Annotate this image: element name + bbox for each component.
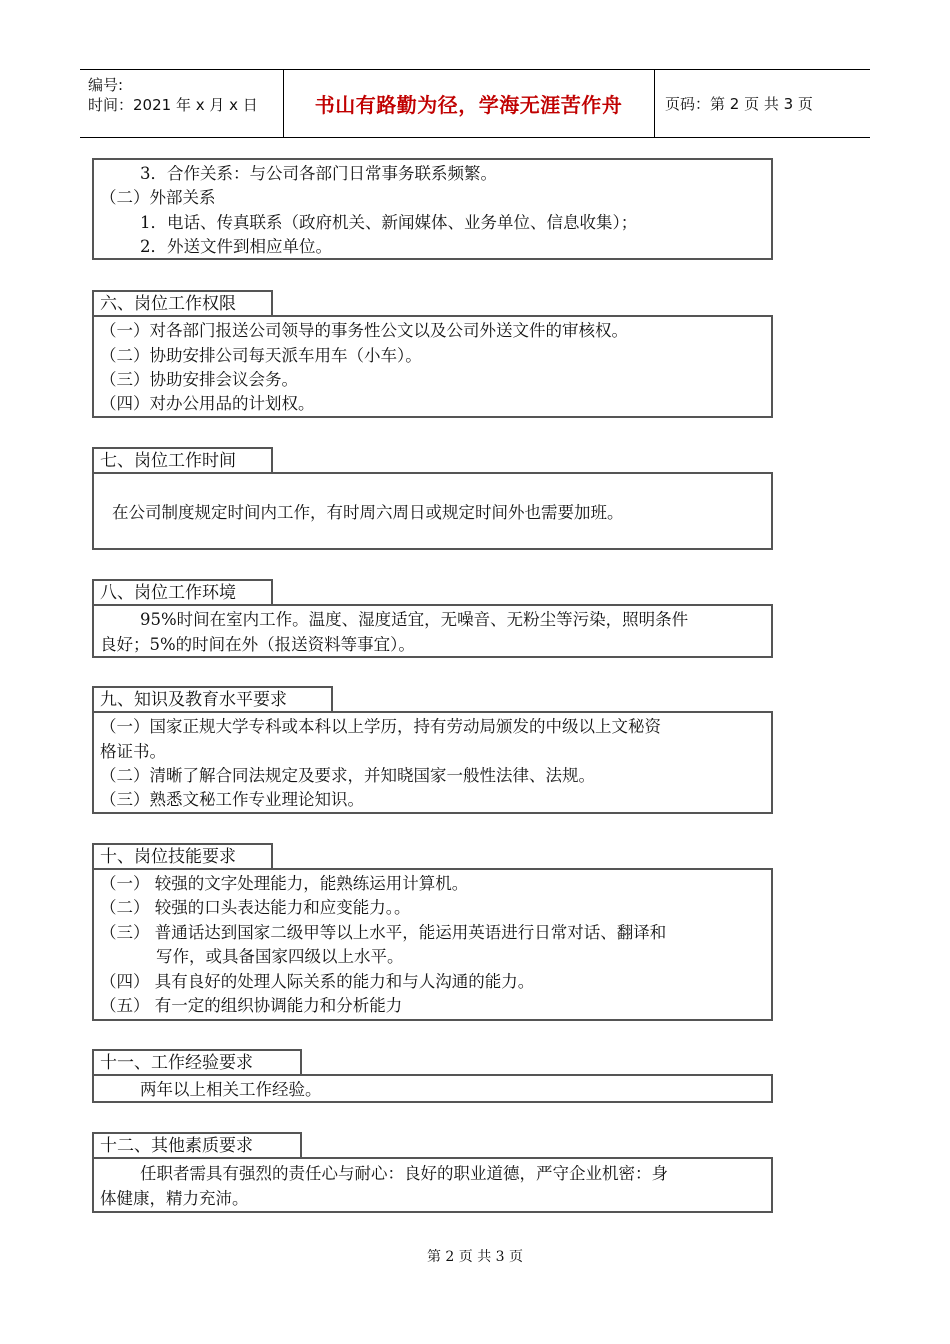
text-line: （三） 普通话达到国家二级甲等以上水平，能运用英语进行日常对话、翻译和 <box>100 923 667 942</box>
page-header <box>80 69 870 138</box>
text-line: 95%时间在室内工作。温度、湿度适宜，无噪音、无粉尘等污染，照明条件 <box>140 610 689 629</box>
text-line: （五） 有一定的组织协调能力和分析能力 <box>100 996 403 1015</box>
text-line: （一）国家正规大学专科或本科以上学历，持有劳动局颁发的中级以上文秘资 <box>100 717 661 736</box>
section-title: 七、岗位工作时间 <box>92 447 273 472</box>
text-line: 在公司制度规定时间内工作，有时周六周日或规定时间外也需要加班。 <box>112 503 624 522</box>
header-motto-cell <box>283 70 655 137</box>
text-line: （三）协助安排会议会务。 <box>100 370 298 389</box>
section-skills-box <box>92 868 773 1021</box>
text-line: 两年以上相关工作经验。 <box>140 1080 322 1099</box>
text-line: （三）熟悉文秘工作专业理论知识。 <box>100 790 364 809</box>
section-environment-box <box>92 604 773 658</box>
text-line: 良好；5%的时间在外（报送资料等事宜）。 <box>100 635 415 654</box>
text-line: 任职者需具有强烈的责任心与耐心：良好的职业道德，严守企业机密：身 <box>140 1164 668 1183</box>
document-time-label: 时间：2021 年 x 月 x 日 <box>88 96 258 114</box>
section-experience-box <box>92 1074 773 1103</box>
text-line: 写作，或具备国家四级以上水平。 <box>156 947 404 966</box>
section-education-box <box>92 711 773 814</box>
section-title: 六、岗位工作权限 <box>92 290 273 315</box>
text-line: （二） 较强的口头表达能力和应变能力。。 <box>100 898 411 917</box>
header-page-cell <box>655 70 870 137</box>
page-footer: 第 2 页 共 3 页 <box>426 1249 524 1265</box>
section-title: 八、岗位工作环境 <box>92 579 273 604</box>
section-title: 九、知识及教育水平要求 <box>92 686 333 711</box>
text-line: （一） 较强的文字处理能力，能熟练运用计算机。 <box>100 874 469 893</box>
text-line: （四） 具有良好的处理人际关系的能力和与人沟通的能力。 <box>100 972 535 991</box>
text-line: （二）清晰了解合同法规定及要求，并知晓国家一般性法律、法规。 <box>100 766 595 785</box>
header-motto: 书山有路勤为径，学海无涯苦作舟 <box>314 93 623 117</box>
section-worktime-box <box>92 472 773 550</box>
section-authority-box <box>92 315 773 418</box>
header-page-info: 页码：第 2 页 共 3 页 <box>665 95 813 113</box>
text-line: （二）协助安排公司每天派车用车（小车）。 <box>100 346 422 365</box>
section-title: 十二、其他素质要求 <box>92 1132 302 1157</box>
section-title: 十、岗位技能要求 <box>92 843 273 868</box>
text-line: 2．外送文件到相应单位。 <box>140 237 332 256</box>
text-line: （二）外部关系 <box>100 188 216 207</box>
section-relations-box <box>92 158 773 260</box>
header-meta-cell <box>80 70 284 137</box>
text-line: 1．电话、传真联系（政府机关、新闻媒体、业务单位、信息收集）； <box>140 213 638 232</box>
text-line: （四）对办公用品的计划权。 <box>100 394 315 413</box>
text-line: 3．合作关系：与公司各部门日常事务联系频繁。 <box>140 164 497 183</box>
section-title: 十一、工作经验要求 <box>92 1049 302 1074</box>
section-quality-box <box>92 1157 773 1213</box>
text-line: 体健康，精力充沛。 <box>100 1189 249 1208</box>
text-line: 格证书。 <box>100 742 166 761</box>
text-line: （一）对各部门报送公司领导的事务性公文以及公司外送文件的审核权。 <box>100 321 628 340</box>
document-number-label: 编号: <box>88 76 124 94</box>
